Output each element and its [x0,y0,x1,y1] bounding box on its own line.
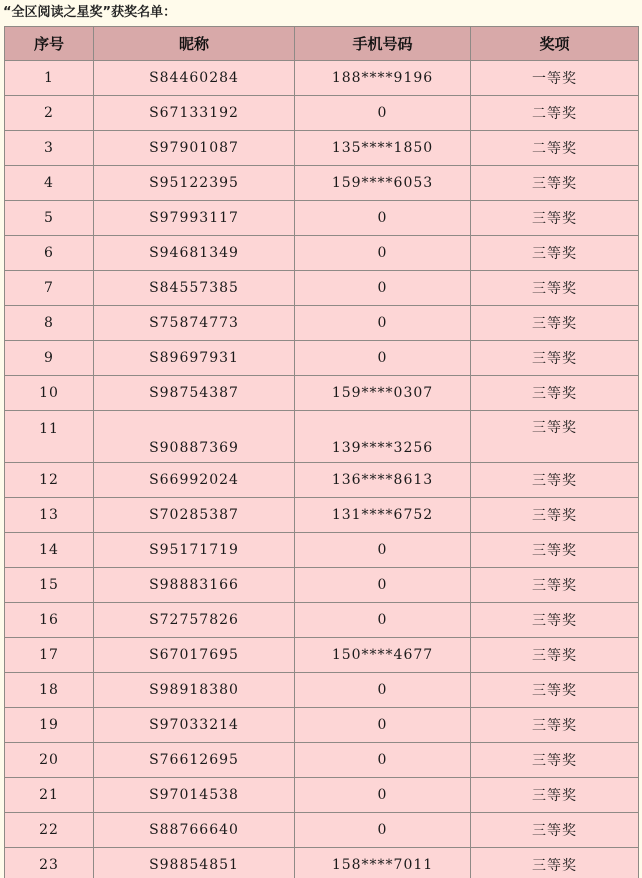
table-row [5,61,639,96]
table-row [5,271,639,306]
row-number: 1 [5,61,94,96]
row-nickname: S98883166 [94,568,295,603]
row-phone: 131****6752 [295,498,471,533]
row-prize: 三等奖 [471,341,639,376]
column-header-number: 序号 [5,27,94,61]
row-prize: 三等奖 [471,603,639,638]
row-number: 7 [5,271,94,306]
table-row [5,236,639,271]
row-number: 3 [5,131,94,166]
row-prize: 三等奖 [471,463,639,498]
row-prize: 三等奖 [471,533,639,568]
row-number: 6 [5,236,94,271]
row-number: 14 [5,533,94,568]
row-phone: 150****4677 [295,638,471,673]
table-row [5,603,639,638]
row-number: 12 [5,463,94,498]
row-phone: 0 [295,96,471,131]
row-prize: 三等奖 [471,848,639,878]
table-row [5,848,639,878]
row-number: 22 [5,813,94,848]
row-phone: 0 [295,813,471,848]
row-phone: 0 [295,743,471,778]
row-prize: 三等奖 [471,708,639,743]
table-row [5,568,639,603]
row-prize: 三等奖 [471,376,639,411]
table-header-row [5,27,639,61]
row-number: 2 [5,96,94,131]
row-phone: 159****6053 [295,166,471,201]
row-nickname: S90887369 [94,411,295,463]
row-number: 20 [5,743,94,778]
row-nickname: S95171719 [94,533,295,568]
row-nickname: S98754387 [94,376,295,411]
row-number: 21 [5,778,94,813]
row-number: 5 [5,201,94,236]
row-phone: 159****0307 [295,376,471,411]
table-row [5,131,639,166]
row-prize: 三等奖 [471,271,639,306]
column-header-phone: 手机号码 [295,27,471,61]
row-phone: 0 [295,201,471,236]
row-prize: 二等奖 [471,131,639,166]
row-prize: 三等奖 [471,306,639,341]
row-nickname: S84460284 [94,61,295,96]
row-phone: 0 [295,533,471,568]
row-nickname: S67017695 [94,638,295,673]
row-number: 4 [5,166,94,201]
row-prize: 三等奖 [471,201,639,236]
table-row [5,411,639,463]
row-nickname: S76612695 [94,743,295,778]
row-nickname: S84557385 [94,271,295,306]
table-row [5,638,639,673]
row-number: 18 [5,673,94,708]
row-nickname: S94681349 [94,236,295,271]
table-row [5,306,639,341]
row-phone: 0 [295,306,471,341]
row-number: 11 [5,411,94,463]
row-nickname: S89697931 [94,341,295,376]
row-nickname: S98918380 [94,673,295,708]
row-prize: 三等奖 [471,813,639,848]
row-prize: 三等奖 [471,236,639,271]
row-phone: 0 [295,708,471,743]
row-nickname: S97014538 [94,778,295,813]
row-number: 16 [5,603,94,638]
row-nickname: S98854851 [94,848,295,878]
row-number: 19 [5,708,94,743]
row-prize: 三等奖 [471,673,639,708]
row-phone: 188****9196 [295,61,471,96]
row-nickname: S72757826 [94,603,295,638]
table-row [5,708,639,743]
table-row [5,341,639,376]
row-nickname: S66992024 [94,463,295,498]
table-row [5,743,639,778]
row-nickname: S97033214 [94,708,295,743]
row-number: 10 [5,376,94,411]
row-phone: 0 [295,603,471,638]
row-nickname: S70285387 [94,498,295,533]
row-prize: 三等奖 [471,498,639,533]
row-number: 17 [5,638,94,673]
row-prize: 三等奖 [471,411,639,463]
column-header-prize: 奖项 [471,27,639,61]
row-number: 8 [5,306,94,341]
row-number: 9 [5,341,94,376]
row-prize: 三等奖 [471,638,639,673]
row-phone: 0 [295,271,471,306]
row-phone: 0 [295,673,471,708]
table-row [5,498,639,533]
row-prize: 三等奖 [471,568,639,603]
row-nickname: S75874773 [94,306,295,341]
row-nickname: S97901087 [94,131,295,166]
row-phone: 0 [295,568,471,603]
row-number: 13 [5,498,94,533]
table-row [5,376,639,411]
row-prize: 二等奖 [471,96,639,131]
row-prize: 一等奖 [471,61,639,96]
row-prize: 三等奖 [471,778,639,813]
row-prize: 三等奖 [471,166,639,201]
table-row [5,778,639,813]
row-phone: 0 [295,341,471,376]
table-row [5,166,639,201]
page-title: “全区阅读之星奖”获奖名单： [3,5,177,20]
row-nickname: S88766640 [94,813,295,848]
row-prize: 三等奖 [471,743,639,778]
row-nickname: S67133192 [94,96,295,131]
row-phone: 0 [295,778,471,813]
row-number: 23 [5,848,94,878]
winners-table [4,26,639,878]
row-phone: 135****1850 [295,131,471,166]
row-nickname: S97993117 [94,201,295,236]
row-phone: 158****7011 [295,848,471,878]
row-nickname: S95122395 [94,166,295,201]
table-row [5,201,639,236]
column-header-nickname: 昵称 [94,27,295,61]
table-row [5,96,639,131]
row-phone: 0 [295,236,471,271]
table-row [5,463,639,498]
table-row [5,813,639,848]
row-phone: 136****8613 [295,463,471,498]
table-row [5,533,639,568]
table-row [5,673,639,708]
row-phone: 139****3256 [295,411,471,463]
row-number: 15 [5,568,94,603]
